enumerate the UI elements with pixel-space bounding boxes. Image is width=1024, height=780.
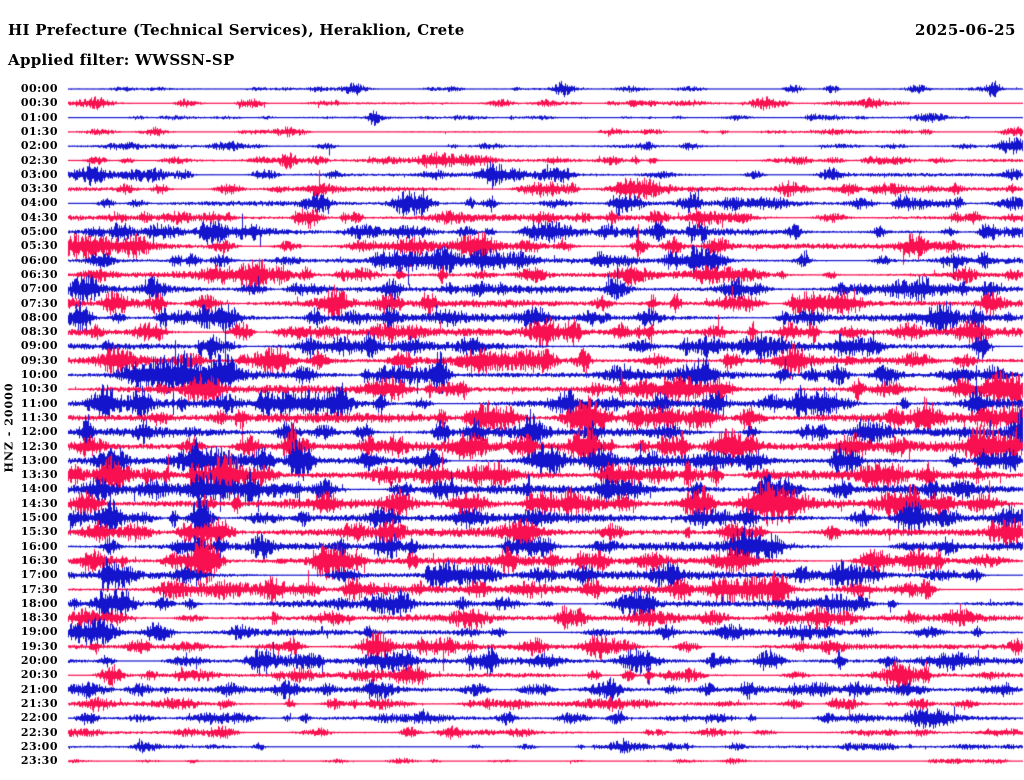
- time-label: 04:30: [20, 210, 58, 224]
- time-label: 18:00: [20, 596, 58, 610]
- time-label: 13:30: [20, 468, 58, 482]
- time-label: 07:00: [20, 282, 58, 296]
- filter-value: WWSSN-SP: [135, 51, 235, 69]
- time-label: 08:30: [20, 325, 58, 339]
- time-label: 06:30: [20, 267, 58, 281]
- time-label: 12:30: [20, 439, 58, 453]
- time-label: 21:00: [20, 682, 58, 696]
- time-label: 20:00: [20, 654, 58, 667]
- time-label: 09:30: [20, 353, 58, 367]
- time-label: 00:30: [20, 96, 58, 110]
- filter-label: Applied filter:: [8, 51, 130, 69]
- time-label: 06:00: [20, 253, 58, 267]
- time-label: 07:30: [20, 296, 58, 310]
- page-title: HI Prefecture (Technical Services), Heraklion, Crete: [8, 21, 465, 39]
- time-label: 18:30: [20, 611, 58, 625]
- time-label: 15:00: [20, 511, 58, 524]
- time-label: 03:30: [20, 182, 58, 196]
- time-label: 11:30: [20, 410, 58, 424]
- time-label: 05:30: [20, 239, 58, 253]
- time-label: 00:00: [20, 82, 58, 95]
- time-label: 19:30: [20, 639, 58, 653]
- time-label: 04:00: [20, 196, 58, 210]
- time-label: 16:00: [20, 539, 58, 553]
- time-label: 17:00: [20, 568, 58, 582]
- time-label: 11:00: [20, 396, 58, 410]
- time-axis: [0, 0, 60, 780]
- time-label: 02:30: [20, 153, 58, 167]
- time-label: 14:00: [20, 482, 58, 496]
- time-label: 03:00: [20, 167, 58, 181]
- time-label: 08:00: [20, 310, 58, 324]
- time-label: 20:30: [20, 668, 58, 682]
- time-label: 10:00: [20, 368, 58, 381]
- time-label: 23:30: [20, 754, 58, 768]
- time-label: 10:30: [20, 382, 58, 396]
- time-label: 01:00: [20, 110, 58, 124]
- time-label: 23:00: [20, 739, 58, 753]
- date-label: 2025-06-25: [915, 21, 1016, 39]
- time-label: 05:00: [20, 225, 58, 238]
- time-label: 19:00: [20, 625, 58, 639]
- time-label: 13:00: [20, 453, 58, 467]
- time-label: 02:00: [20, 139, 58, 153]
- time-label: 01:30: [20, 124, 58, 138]
- time-label: 09:00: [20, 339, 58, 353]
- time-label: 16:30: [20, 553, 58, 567]
- time-label: 15:30: [20, 525, 58, 539]
- time-label: 14:30: [20, 496, 58, 510]
- time-label: 22:00: [20, 711, 58, 725]
- time-label: 17:30: [20, 582, 58, 596]
- time-label: 12:00: [20, 425, 58, 439]
- channel-scale-label: HNZ - 20000: [2, 382, 16, 473]
- time-label: 21:30: [20, 696, 58, 710]
- time-label: 22:30: [20, 725, 58, 739]
